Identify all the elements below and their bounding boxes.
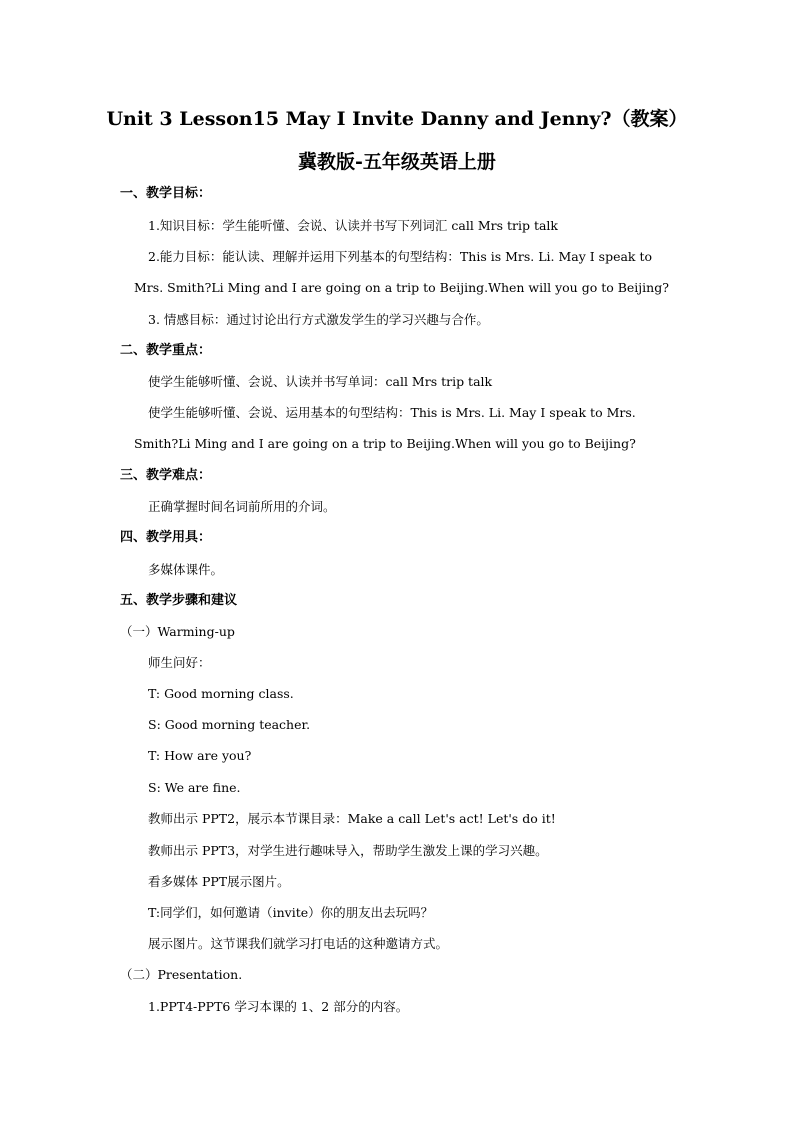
objective-emotion: 3. 情感目标：通过讨论出行方式激发学生的学习兴趣与合作。 — [148, 312, 489, 327]
heading-key-points: 二、教学重点： — [120, 343, 212, 358]
heading-tools: 四、教学用具： — [120, 530, 212, 545]
heading-difficulties: 三、教学难点： — [120, 468, 212, 483]
greeting-label: 师生问好： — [148, 655, 211, 670]
key-point-words: 使学生能够听懂、会说、认读并书写单词：call Mrs trip talk — [148, 374, 493, 389]
step-paragraph: 教师出示 PPT3，对学生进行趣味导入，帮助学生激发上课的学习兴趣。 — [148, 843, 548, 858]
step-paragraph: 1.PPT4-PPT6 学习本课的 1、2 部分的内容。 — [148, 999, 409, 1014]
document-subtitle: 冀教版-五年级英语上册 — [298, 151, 496, 173]
difficulty-text: 正确掌握时间名词前所用的介词。 — [148, 499, 336, 514]
dialogue-line: T: Good morning class. — [148, 686, 294, 701]
step-paragraph: 展示图片。这节课我们就学习打电话的这种邀请方式。 — [148, 936, 449, 951]
document-title: Unit 3 Lesson15 May I Invite Danny and Jenny?（教案） — [106, 108, 688, 130]
objective-ability: 2.能力目标：能认读、理解并运用下列基本的句型结构：This is Mrs. Li. May I speak to — [148, 249, 653, 264]
subheading-warmup: （一）Warming-up — [120, 624, 235, 639]
dialogue-line: T: How are you? — [148, 748, 252, 763]
objective-ability-cont: Mrs. Smith?Li Ming and I are going on a trip to Beijing.When will you go to Beijing? — [134, 280, 669, 295]
heading-objectives: 一、教学目标： — [120, 186, 212, 201]
objective-knowledge: 1.知识目标：学生能听懂、会说、认读并书写下列词汇 call Mrs trip talk — [148, 218, 559, 233]
step-paragraph: T:同学们，如何邀请（invite）你的朋友出去玩吗？ — [148, 905, 434, 920]
key-point-sentences: 使学生能够听懂、会说、运用基本的句型结构：This is Mrs. Li. May I speak to Mrs. — [148, 405, 636, 420]
dialogue-line: S: Good morning teacher. — [148, 717, 311, 732]
tools-text: 多媒体课件。 — [148, 562, 224, 577]
heading-steps: 五、教学步骤和建议 — [120, 593, 238, 608]
step-paragraph: 看多媒体 PPT展示图片。 — [148, 874, 290, 889]
step-paragraph: 教师出示 PPT2，展示本节课目录：Make a call Let's act! Let's do it! — [148, 811, 556, 826]
key-point-sentences-cont: Smith?Li Ming and I are going on a trip to Beijing.When will you go to Beijing? — [134, 436, 636, 451]
dialogue-line: S: We are fine. — [148, 780, 241, 795]
subheading-presentation: （二）Presentation. — [120, 967, 243, 982]
